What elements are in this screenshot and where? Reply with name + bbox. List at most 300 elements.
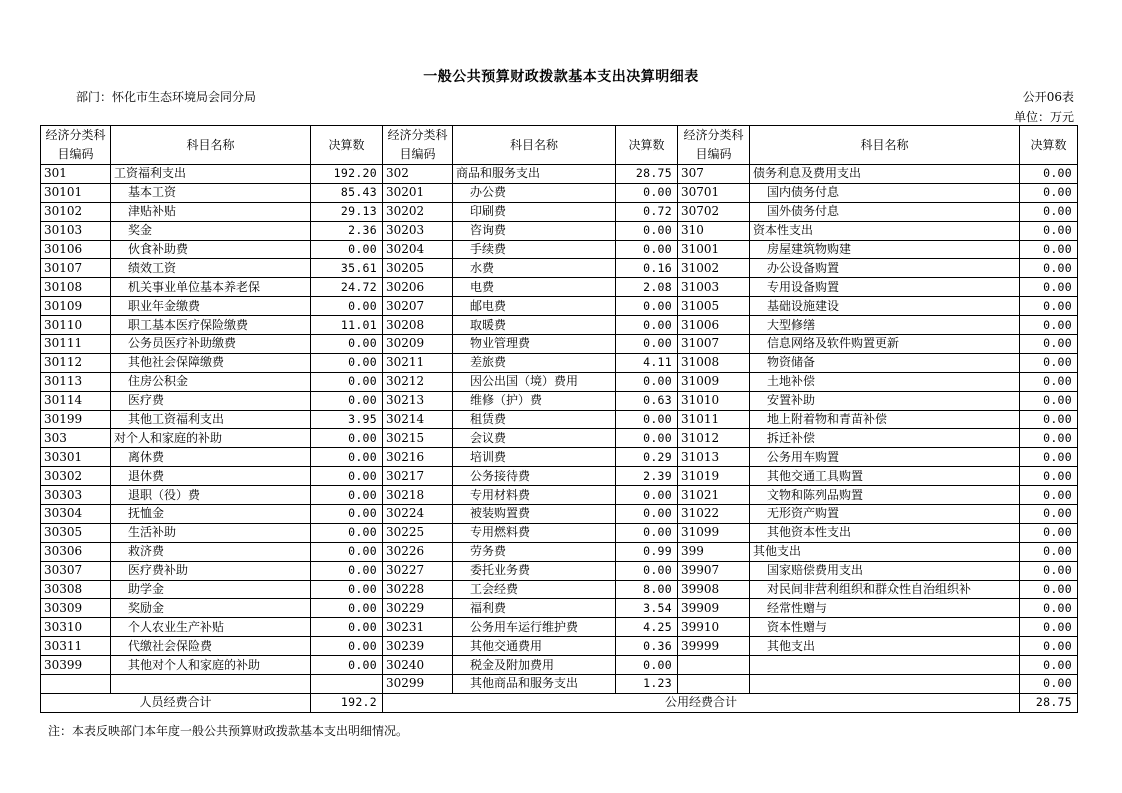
cell-name-3: 资本性赠与 (750, 618, 1020, 637)
cell-name-3: 其他支出 (750, 637, 1020, 656)
cell-code-3: 31019 (678, 467, 750, 486)
cell-code-2: 30209 (383, 335, 453, 354)
table-row (41, 429, 1078, 448)
cell-amount-1: 0.00 (311, 637, 383, 656)
cell-name-1: 奖励金 (111, 599, 311, 618)
cell-name-2: 维修（护）费 (453, 391, 616, 410)
cell-name-1: 奖金 (111, 221, 311, 240)
cell-code-2: 30227 (383, 561, 453, 580)
cell-amount-2: 0.36 (616, 637, 678, 656)
cell-name-2: 商品和服务支出 (453, 165, 616, 184)
cell-name-2: 电费 (453, 278, 616, 297)
cell-amount-1: 0.00 (311, 467, 383, 486)
department-label: 部门：怀化市生态环境局会同分局 (76, 90, 257, 104)
cell-name-3: 拆迁补偿 (750, 429, 1020, 448)
cell-code-2: 30239 (383, 637, 453, 656)
cell-amount-1: 0.00 (311, 561, 383, 580)
cell-code-2: 30214 (383, 410, 453, 429)
cell-amount-3: 0.00 (1020, 523, 1078, 542)
table-row (41, 221, 1078, 240)
cell-amount-3: 0.00 (1020, 353, 1078, 372)
cell-amount-1: 0.00 (311, 448, 383, 467)
table-row (41, 335, 1078, 354)
cell-name-3: 其他资本性支出 (750, 523, 1020, 542)
cell-amount-2: 4.25 (616, 618, 678, 637)
table-row (41, 542, 1078, 561)
cell-code-3: 31005 (678, 297, 750, 316)
cell-amount-1: 0.00 (311, 391, 383, 410)
cell-code-3: 39910 (678, 618, 750, 637)
cell-name-1 (111, 675, 311, 694)
cell-amount-3: 0.00 (1020, 165, 1078, 184)
cell-code-3: 31012 (678, 429, 750, 448)
cell-name-1: 生活补助 (111, 523, 311, 542)
table-row (41, 240, 1078, 259)
cell-code-1: 30309 (41, 599, 111, 618)
cell-amount-2: 2.39 (616, 467, 678, 486)
header-amount-2: 决算数 (616, 126, 678, 165)
cell-code-2: 30299 (383, 675, 453, 694)
cell-code-3: 31001 (678, 240, 750, 259)
cell-amount-3: 0.00 (1020, 448, 1078, 467)
cell-code-2: 30213 (383, 391, 453, 410)
cell-code-3: 31006 (678, 316, 750, 335)
cell-code-2: 30228 (383, 580, 453, 599)
cell-name-2: 其他交通费用 (453, 637, 616, 656)
table-row (41, 391, 1078, 410)
cell-name-1: 退休费 (111, 467, 311, 486)
cell-name-1: 助学金 (111, 580, 311, 599)
table-row (41, 505, 1078, 524)
cell-name-3: 其他交通工具购置 (750, 467, 1020, 486)
cell-name-1: 代缴社会保险费 (111, 637, 311, 656)
cell-amount-3: 0.00 (1020, 316, 1078, 335)
cell-amount-3: 0.00 (1020, 637, 1078, 656)
header-code-1: 经济分类科目编码 (41, 126, 111, 165)
cell-code-3: 31002 (678, 259, 750, 278)
cell-amount-3: 0.00 (1020, 542, 1078, 561)
cell-name-1: 职业年金缴费 (111, 297, 311, 316)
table-row (41, 372, 1078, 391)
cell-name-1: 工资福利支出 (111, 165, 311, 184)
cell-code-3: 31099 (678, 523, 750, 542)
table-row (41, 202, 1078, 221)
table-row (41, 353, 1078, 372)
cell-amount-1: 0.00 (311, 599, 383, 618)
cell-name-3: 公务用车购置 (750, 448, 1020, 467)
table-row (41, 618, 1078, 637)
cell-name-3: 安置补助 (750, 391, 1020, 410)
cell-code-3: 39907 (678, 561, 750, 580)
cell-code-2: 30216 (383, 448, 453, 467)
cell-code-3: 31009 (678, 372, 750, 391)
table-row (41, 259, 1078, 278)
form-number: 公开06表 (1022, 90, 1074, 104)
public-total-label: 公用经费合计 (383, 693, 1020, 712)
cell-name-2: 培训费 (453, 448, 616, 467)
cell-amount-3: 0.00 (1020, 335, 1078, 354)
cell-name-1: 救济费 (111, 542, 311, 561)
cell-name-3 (750, 656, 1020, 675)
cell-name-3: 文物和陈列品购置 (750, 486, 1020, 505)
cell-code-1: 30307 (41, 561, 111, 580)
cell-name-2: 取暖费 (453, 316, 616, 335)
cell-code-1: 30106 (41, 240, 111, 259)
cell-code-1: 30310 (41, 618, 111, 637)
cell-name-3: 地上附着物和青苗补偿 (750, 410, 1020, 429)
table-row (41, 297, 1078, 316)
cell-name-3: 土地补偿 (750, 372, 1020, 391)
cell-name-1: 医疗费补助 (111, 561, 311, 580)
cell-name-2: 税金及附加费用 (453, 656, 616, 675)
table-row (41, 486, 1078, 505)
cell-name-1: 其他工资福利支出 (111, 410, 311, 429)
cell-amount-1: 0.00 (311, 618, 383, 637)
cell-amount-1: 85.43 (311, 183, 383, 202)
cell-amount-3: 0.00 (1020, 599, 1078, 618)
table-row (41, 561, 1078, 580)
table-row (41, 656, 1078, 675)
cell-code-2: 30217 (383, 467, 453, 486)
cell-code-3: 310 (678, 221, 750, 240)
table-row (41, 278, 1078, 297)
table-row (41, 410, 1078, 429)
header-name-2: 科目名称 (453, 126, 616, 165)
cell-code-2: 30215 (383, 429, 453, 448)
cell-amount-2: 0.29 (616, 448, 678, 467)
cell-code-1: 30114 (41, 391, 111, 410)
cell-amount-3: 0.00 (1020, 580, 1078, 599)
cell-name-2: 专用材料费 (453, 486, 616, 505)
cell-amount-1: 24.72 (311, 278, 383, 297)
cell-code-1: 30199 (41, 410, 111, 429)
cell-name-3: 其他支出 (750, 542, 1020, 561)
cell-name-3: 信息网络及软件购置更新 (750, 335, 1020, 354)
cell-amount-2: 0.16 (616, 259, 678, 278)
cell-amount-1: 0.00 (311, 429, 383, 448)
cell-code-3: 31021 (678, 486, 750, 505)
cell-name-2: 水费 (453, 259, 616, 278)
cell-name-2: 公务接待费 (453, 467, 616, 486)
cell-amount-1: 35.61 (311, 259, 383, 278)
cell-code-2: 30206 (383, 278, 453, 297)
header-name-3: 科目名称 (750, 126, 1020, 165)
cell-amount-3: 0.00 (1020, 221, 1078, 240)
cell-amount-2: 0.00 (616, 429, 678, 448)
cell-code-2: 30225 (383, 523, 453, 542)
cell-amount-2: 8.00 (616, 580, 678, 599)
cell-name-1: 医疗费 (111, 391, 311, 410)
cell-name-1: 抚恤金 (111, 505, 311, 524)
cell-name-3: 无形资产购置 (750, 505, 1020, 524)
cell-code-3: 31022 (678, 505, 750, 524)
cell-amount-1: 29.13 (311, 202, 383, 221)
cell-name-1: 离休费 (111, 448, 311, 467)
cell-name-1: 绩效工资 (111, 259, 311, 278)
cell-code-1: 30103 (41, 221, 111, 240)
cell-name-3: 对民间非营利组织和群众性自治组织补 (750, 580, 1020, 599)
cell-code-3: 31013 (678, 448, 750, 467)
cell-name-2: 差旅费 (453, 353, 616, 372)
cell-amount-3: 0.00 (1020, 372, 1078, 391)
cell-code-2: 30201 (383, 183, 453, 202)
cell-amount-3: 0.00 (1020, 561, 1078, 580)
cell-code-2: 30224 (383, 505, 453, 524)
cell-name-1: 津贴补贴 (111, 202, 311, 221)
cell-name-2: 物业管理费 (453, 335, 616, 354)
cell-code-2: 30240 (383, 656, 453, 675)
header-code-3: 经济分类科目编码 (678, 126, 750, 165)
cell-amount-3: 0.00 (1020, 675, 1078, 694)
cell-amount-2: 0.63 (616, 391, 678, 410)
cell-code-3: 30702 (678, 202, 750, 221)
cell-amount-1 (311, 675, 383, 694)
cell-name-1: 伙食补助费 (111, 240, 311, 259)
cell-code-1: 30112 (41, 353, 111, 372)
cell-name-2: 办公费 (453, 183, 616, 202)
cell-name-2: 咨询费 (453, 221, 616, 240)
cell-code-2: 30231 (383, 618, 453, 637)
cell-name-1: 个人农业生产补贴 (111, 618, 311, 637)
cell-code-1: 301 (41, 165, 111, 184)
cell-name-1: 职工基本医疗保险缴费 (111, 316, 311, 335)
cell-name-1: 其他社会保障缴费 (111, 353, 311, 372)
cell-name-3 (750, 675, 1020, 694)
table-row (41, 448, 1078, 467)
cell-code-3: 39909 (678, 599, 750, 618)
table-row (41, 523, 1078, 542)
cell-code-1: 30113 (41, 372, 111, 391)
cell-name-2: 印刷费 (453, 202, 616, 221)
cell-name-3: 房屋建筑物购建 (750, 240, 1020, 259)
cell-amount-2: 0.00 (616, 335, 678, 354)
cell-amount-3: 0.00 (1020, 297, 1078, 316)
table-row (41, 675, 1078, 694)
personnel-total-label: 人员经费合计 (41, 693, 311, 712)
cell-code-3: 307 (678, 165, 750, 184)
cell-amount-3: 0.00 (1020, 410, 1078, 429)
cell-name-2: 公务用车运行维护费 (453, 618, 616, 637)
cell-amount-2: 1.23 (616, 675, 678, 694)
cell-amount-1: 0.00 (311, 580, 383, 599)
cell-code-3: 399 (678, 542, 750, 561)
cell-amount-1: 3.95 (311, 410, 383, 429)
cell-code-1: 30108 (41, 278, 111, 297)
cell-name-2: 邮电费 (453, 297, 616, 316)
cell-code-2: 30204 (383, 240, 453, 259)
cell-amount-3: 0.00 (1020, 202, 1078, 221)
cell-code-1: 30101 (41, 183, 111, 202)
cell-code-3: 31007 (678, 335, 750, 354)
cell-code-1: 30302 (41, 467, 111, 486)
cell-amount-1: 0.00 (311, 486, 383, 505)
cell-amount-1: 0.00 (311, 335, 383, 354)
cell-amount-3: 0.00 (1020, 278, 1078, 297)
cell-code-1: 30110 (41, 316, 111, 335)
cell-amount-3: 0.00 (1020, 467, 1078, 486)
cell-name-2: 手续费 (453, 240, 616, 259)
cell-amount-3: 0.00 (1020, 240, 1078, 259)
cell-amount-1: 0.00 (311, 240, 383, 259)
cell-amount-1: 192.20 (311, 165, 383, 184)
table-row (41, 183, 1078, 202)
cell-name-3: 物资储备 (750, 353, 1020, 372)
cell-code-1: 30109 (41, 297, 111, 316)
cell-name-3: 国外债务付息 (750, 202, 1020, 221)
cell-code-3: 39999 (678, 637, 750, 656)
cell-name-3: 大型修缮 (750, 316, 1020, 335)
cell-amount-1: 0.00 (311, 656, 383, 675)
unit-label: 单位：万元 (1013, 110, 1074, 124)
cell-amount-3: 0.00 (1020, 656, 1078, 675)
cell-name-3: 国家赔偿费用支出 (750, 561, 1020, 580)
cell-code-1: 30399 (41, 656, 111, 675)
cell-amount-2: 28.75 (616, 165, 678, 184)
cell-name-2: 劳务费 (453, 542, 616, 561)
cell-amount-2: 0.00 (616, 561, 678, 580)
cell-code-2: 30203 (383, 221, 453, 240)
cell-code-2: 30218 (383, 486, 453, 505)
cell-name-3: 经常性赠与 (750, 599, 1020, 618)
header-amount-3: 决算数 (1020, 126, 1078, 165)
totals-row (41, 693, 1078, 712)
cell-name-1: 其他对个人和家庭的补助 (111, 656, 311, 675)
cell-amount-2: 0.00 (616, 297, 678, 316)
cell-amount-2: 0.00 (616, 505, 678, 524)
table-row (41, 467, 1078, 486)
cell-code-2: 30226 (383, 542, 453, 561)
cell-code-1: 30305 (41, 523, 111, 542)
cell-code-1 (41, 675, 111, 694)
cell-amount-3: 0.00 (1020, 618, 1078, 637)
table-row (41, 316, 1078, 335)
cell-amount-2: 0.00 (616, 410, 678, 429)
header-name-1: 科目名称 (111, 126, 311, 165)
cell-amount-1: 0.00 (311, 353, 383, 372)
cell-code-3: 31011 (678, 410, 750, 429)
personnel-total-value: 192.2 (311, 693, 383, 712)
cell-name-2: 工会经费 (453, 580, 616, 599)
table-row (41, 637, 1078, 656)
cell-code-2: 30212 (383, 372, 453, 391)
cell-amount-2: 0.00 (616, 486, 678, 505)
cell-name-3: 国内债务付息 (750, 183, 1020, 202)
cell-amount-1: 11.01 (311, 316, 383, 335)
cell-name-2: 委托业务费 (453, 561, 616, 580)
cell-name-1: 基本工资 (111, 183, 311, 202)
cell-name-2: 福利费 (453, 599, 616, 618)
cell-code-3 (678, 656, 750, 675)
header-code-2: 经济分类科目编码 (383, 126, 453, 165)
cell-name-3: 办公设备购置 (750, 259, 1020, 278)
cell-code-2: 302 (383, 165, 453, 184)
cell-amount-1: 0.00 (311, 523, 383, 542)
cell-code-1: 30308 (41, 580, 111, 599)
cell-name-1: 机关事业单位基本养老保 (111, 278, 311, 297)
cell-name-2: 专用燃料费 (453, 523, 616, 542)
expenditure-table (40, 125, 1078, 713)
cell-code-3: 39908 (678, 580, 750, 599)
cell-name-1: 对个人和家庭的补助 (111, 429, 311, 448)
cell-amount-2: 0.00 (616, 316, 678, 335)
cell-amount-2: 0.00 (616, 183, 678, 202)
cell-amount-3: 0.00 (1020, 429, 1078, 448)
cell-amount-1: 0.00 (311, 542, 383, 561)
cell-amount-2: 0.72 (616, 202, 678, 221)
cell-code-1: 30102 (41, 202, 111, 221)
cell-code-2: 30208 (383, 316, 453, 335)
cell-code-1: 303 (41, 429, 111, 448)
cell-name-3: 基础设施建设 (750, 297, 1020, 316)
cell-name-3: 专用设备购置 (750, 278, 1020, 297)
cell-name-1: 公务员医疗补助缴费 (111, 335, 311, 354)
cell-amount-1: 2.36 (311, 221, 383, 240)
cell-amount-2: 0.99 (616, 542, 678, 561)
cell-amount-2: 0.00 (616, 221, 678, 240)
cell-amount-3: 0.00 (1020, 505, 1078, 524)
cell-code-3: 31010 (678, 391, 750, 410)
cell-amount-2: 2.08 (616, 278, 678, 297)
cell-name-1: 退职（役）费 (111, 486, 311, 505)
public-total-value: 28.75 (1020, 693, 1078, 712)
cell-amount-3: 0.00 (1020, 183, 1078, 202)
cell-name-2: 被装购置费 (453, 505, 616, 524)
cell-name-1: 住房公积金 (111, 372, 311, 391)
table-title: 一般公共预算财政拨款基本支出决算明细表 (423, 69, 699, 85)
cell-name-3: 债务利息及费用支出 (750, 165, 1020, 184)
cell-amount-2: 0.00 (616, 523, 678, 542)
cell-code-2: 30229 (383, 599, 453, 618)
cell-code-2: 30207 (383, 297, 453, 316)
cell-amount-2: 3.54 (616, 599, 678, 618)
cell-code-3: 30701 (678, 183, 750, 202)
header-amount-1: 决算数 (311, 126, 383, 165)
cell-name-2: 会议费 (453, 429, 616, 448)
table-row (41, 165, 1078, 184)
cell-name-2: 租赁费 (453, 410, 616, 429)
table-header-row (41, 126, 1078, 165)
cell-amount-2: 0.00 (616, 656, 678, 675)
cell-code-1: 30111 (41, 335, 111, 354)
cell-code-1: 30303 (41, 486, 111, 505)
cell-code-3 (678, 675, 750, 694)
cell-code-1: 30311 (41, 637, 111, 656)
footnote: 注：本表反映部门本年度一般公共预算财政拨款基本支出明细情况。 (48, 724, 409, 738)
cell-amount-1: 0.00 (311, 505, 383, 524)
cell-amount-3: 0.00 (1020, 391, 1078, 410)
cell-amount-3: 0.00 (1020, 486, 1078, 505)
cell-code-3: 31003 (678, 278, 750, 297)
cell-name-2: 其他商品和服务支出 (453, 675, 616, 694)
cell-code-2: 30211 (383, 353, 453, 372)
cell-code-2: 30202 (383, 202, 453, 221)
cell-name-3: 资本性支出 (750, 221, 1020, 240)
cell-amount-1: 0.00 (311, 372, 383, 391)
cell-code-2: 30205 (383, 259, 453, 278)
table-row (41, 599, 1078, 618)
cell-name-2: 因公出国（境）费用 (453, 372, 616, 391)
cell-amount-2: 0.00 (616, 240, 678, 259)
cell-code-3: 31008 (678, 353, 750, 372)
cell-code-1: 30304 (41, 505, 111, 524)
cell-amount-1: 0.00 (311, 297, 383, 316)
table-row (41, 580, 1078, 599)
cell-amount-2: 0.00 (616, 372, 678, 391)
cell-code-1: 30306 (41, 542, 111, 561)
cell-amount-3: 0.00 (1020, 259, 1078, 278)
cell-code-1: 30301 (41, 448, 111, 467)
cell-amount-2: 4.11 (616, 353, 678, 372)
